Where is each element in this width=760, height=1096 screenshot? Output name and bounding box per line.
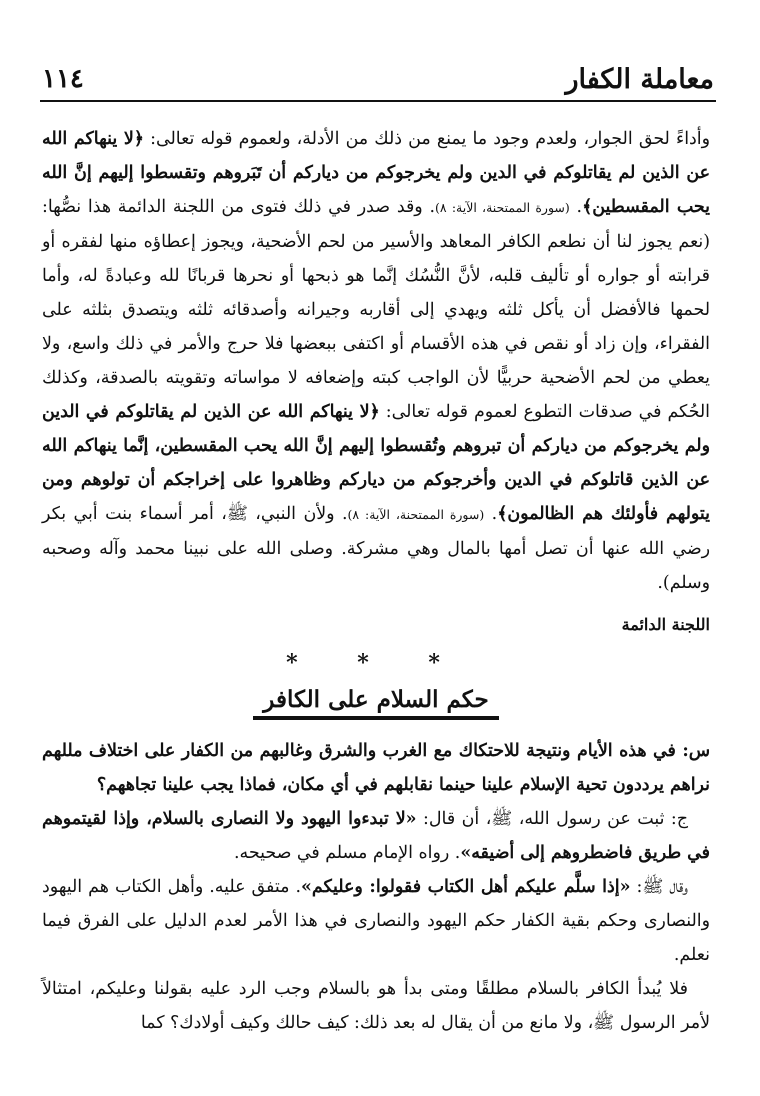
page-body [42,122,710,1040]
page-number: ١١٤ [42,64,84,94]
fatwa-paragraph [42,122,710,600]
text-run: . [569,197,583,217]
text-run: . [484,504,498,524]
section-title-wrap [42,682,710,722]
quran-verse: ﴿لا ينهاكم الله عن الذين لم يقاتلوكم في الدين ولم يخرجوكم من دياركم أن تبروهم وتُقسطوا إليهم إنَّ الله يحب المقسطين، إنَّما ينهاكم الله عن الذين قاتلوكم في الدين وأخرجوكم من دياركم وظاهروا على إخراجكم أن تولوهم ومن يتولهم فأولئك هم الظالمون﴾ [42,402,710,524]
question [42,734,710,802]
answer-paragraph-2 [42,870,710,972]
question-text: س: في هذه الأيام ونتيجة للاحتكاك مع الغرب والشرق وغالبهم من الكفار على اختلاف مللهم نراهم يرددون تحية الإسلام علينا حينما نقابلهم في أي مكان، فماذا يجب علينا تجاههم؟ [42,741,710,795]
text-run: . وقد صدر في ذلك فتوى من اللجنة الدائمة هذا نصُّها: (نعم يجوز لنا أن نطعم الكافر المعاهد والأسير من لحم الأضحية، ويجوز إعطاؤه منها لفقره أو قرابته أو جواره أو تأليف قلبه، لأنَّ النُّسُك إنَّما هو ذبحها أو نحرها قربانًا لله وعبادةً له، وأما لحمها فالأفضل أن يأكل ثلثه ويهدي إلى أقاربه وجيرانه وأصدقائه ثلثه ويتصدق بثلثه على الفقراء، وإن زاد أو نقص في هذه الأقسام أو اكتفى ببعضها فلا حرج والأمر في ذلك واسع، ولا يعطي من لحم الأضحية حربيًّا لأن الواجب كبته وإضعافه لا مواساته وتقويته بالصدقة، وكذلك الحُكم في صدقات التطوع لعموم قوله تعالى: [42,197,710,422]
text-run: . ولأن النبي، ﷺ، أمر أسماء بنت أبي بكر رضي الله عنها أن تصل أمها بالمال وهي مشركة. وصلى الله على نبينا محمد وآله وصحبه وسلم). [42,504,710,593]
quran-verse: ﴿لا ينهاكم الله عن الذين لم يقاتلوكم في الدين ولم يخرجوكم من دياركم أن تَبَروهم وتقسطوا إليهم إنَّ الله يحب المقسطين﴾ [42,129,710,217]
verse-citation: (سورة الممتحنة، الآية: ٨) [347,507,485,522]
hadith: «لا تبدءوا اليهود ولا النصارى بالسلام، وإذا لقيتموهم في طريق فاضطروهم إلى أضيقه» [42,809,710,863]
answer-paragraph-3: فلا يُبدأ الكافر بالسلام مطلقًا ومتى بدأ هو بالسلام وجب الرد عليه بقولنا وعليكم، امتثالاً لأمر الرسول ﷺ، ولا مانع من أن يقال له بعد ذلك: كيف حالك وكيف أولادك؟ كما [42,979,710,1033]
text-run: ج: ثبت عن رسول الله، ﷺ، أن قال: [416,809,688,829]
text-run: وقال ﷺ: [630,877,688,897]
section-title: حكم السلام على الكافر [253,684,498,720]
running-title: معاملة الكفار [565,64,714,95]
page-header [40,60,716,102]
text-run: . متفق عليه. وأهل الكتاب هم اليهود والنصارى وحكم بقية الكفار حكم اليهود والنصارى في هذا الأمر لعدم الدليل على الفرق فيما نعلم. [42,877,710,965]
text-run: . رواه الإمام مسلم في صحيحه. [234,843,461,863]
signature: اللجنة الدائمة [621,615,710,634]
separator: * * * [286,650,466,676]
answer-paragraph-1 [42,802,710,870]
text-run: وأداءً لحق الجوار، ولعدم وجود ما يمنع من ذلك من الأدلة، ولعموم قوله تعالى: [143,129,711,149]
hadith: «إذا سلَّم عليكم أهل الكتاب فقولوا: وعليكم» [301,877,631,897]
verse-citation: (سورة الممتحنة، الآية: ٨) [434,200,570,215]
